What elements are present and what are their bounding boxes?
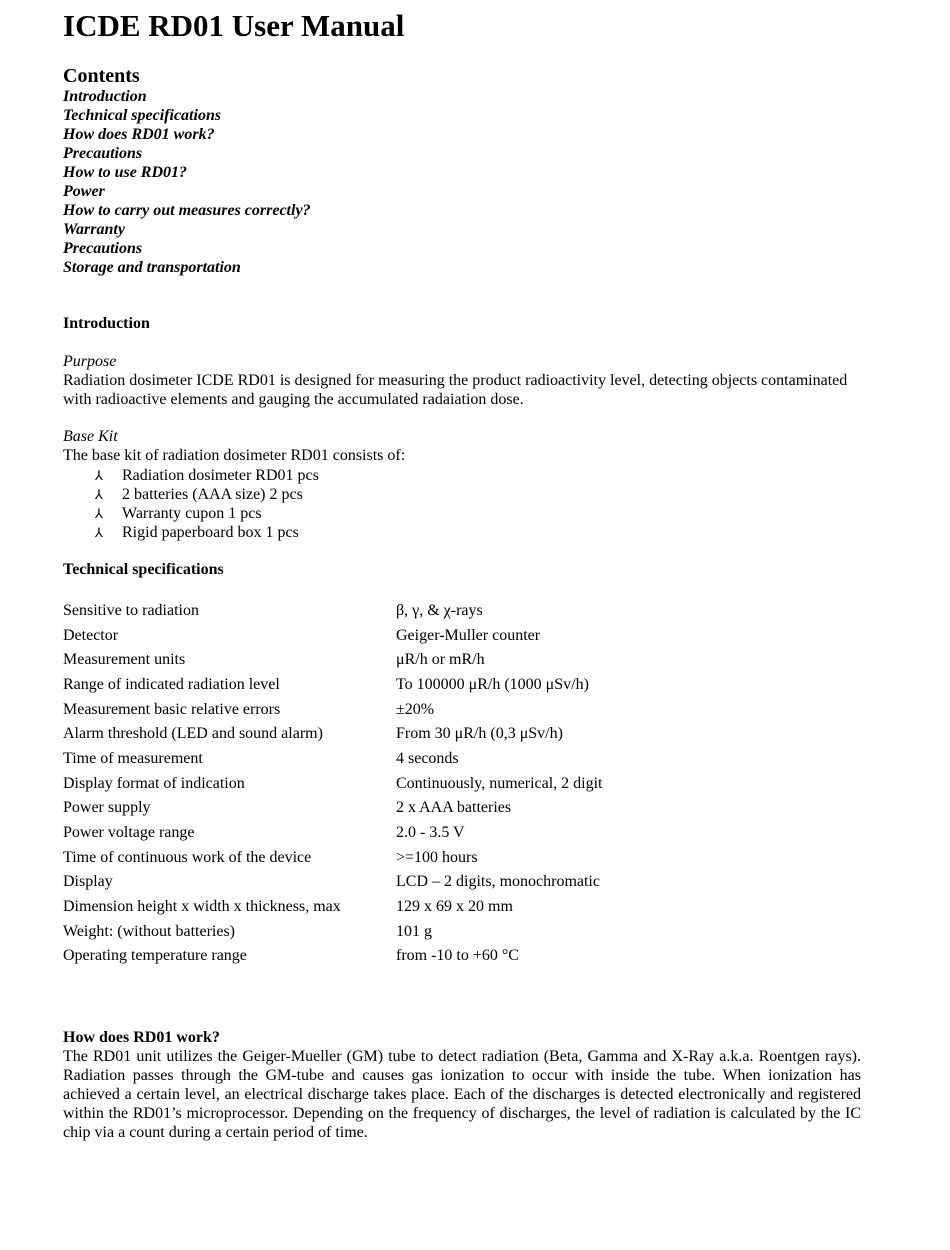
base-kit-heading: Base Kit	[63, 428, 118, 445]
list-item-text: Radiation dosimeter RD01 pcs	[122, 467, 319, 484]
table-row	[63, 796, 603, 821]
toc-item-power[interactable]: Power	[63, 183, 105, 200]
how-it-works-heading: How does RD01 work?	[63, 1029, 220, 1046]
spec-value: 2 x AAA batteries	[396, 799, 512, 817]
spec-value: 101 g	[396, 922, 432, 940]
spec-value: 2.0 - 3.5 V	[396, 824, 465, 842]
spec-value: β, γ, & χ-rays	[396, 601, 483, 619]
list-item-text: Rigid paperboard box 1 pcs	[122, 524, 299, 541]
spec-label: Display	[63, 873, 113, 891]
spec-label: Operating temperature range	[63, 947, 247, 965]
table-row	[63, 771, 603, 796]
how-it-works-text: The RD01 unit utilizes the Geiger-Mueller (GM) tube to detect radiation (Beta, Gamma and X-Ray a.k.a. Roentgen rays). Radiation passes through the GM-tube and causes gas ionization to occur with inside the tube. When ionization has achieved a certain level, an electrical discharge takes place. Each of the discharges is detected electronically and registered within the RD01’s microprocessor. Depending on the frequency of discharges, the level of radiation is calculated by the IC chip via a count during a certain period of time.	[63, 1048, 861, 1141]
toc-item-how-does-rd01-work[interactable]: How does RD01 work?	[63, 126, 215, 143]
toc-item-precautions-2[interactable]: Precautions	[63, 240, 143, 257]
spec-label: Time of measurement	[63, 749, 203, 767]
table-row	[63, 919, 603, 944]
toc-item-how-to-use[interactable]: How to use RD01?	[63, 164, 188, 181]
document-title: ICDE RD01 User Manual	[63, 8, 405, 43]
list-item	[95, 504, 319, 523]
table-row	[63, 944, 603, 969]
spec-value: μR/h or mR/h	[396, 651, 485, 669]
spec-label: Alarm threshold (LED and sound alarm)	[63, 725, 323, 743]
table-row	[63, 894, 603, 919]
toc-item-technical-specifications[interactable]: Technical specifications	[63, 107, 222, 124]
technical-specifications-heading: Technical specifications	[63, 561, 224, 578]
table-row	[63, 721, 603, 746]
contents-heading: Contents	[63, 65, 140, 87]
purpose-text: Radiation dosimeter ICDE RD01 is designed for measuring the product radioactivity level, detecting objects contaminated with radioactive elements and gauging the accumulated radaiation dose.	[63, 372, 848, 408]
table-row	[63, 598, 603, 623]
spec-value: LCD – 2 digits, monochromatic	[396, 873, 600, 891]
table-row	[63, 820, 603, 845]
purpose-heading: Purpose	[63, 353, 117, 370]
table-row	[63, 623, 603, 648]
table-row	[63, 697, 603, 722]
table-row	[63, 672, 603, 697]
table-of-contents	[63, 87, 311, 277]
list-item	[95, 523, 319, 542]
base-kit-list	[95, 466, 319, 542]
list-item-text: 2 batteries (AAA size) 2 pcs	[122, 486, 303, 503]
fleur-bullet-icon: ⅄	[95, 525, 103, 540]
spec-value: Geiger-Muller counter	[396, 626, 541, 644]
specifications-table	[63, 598, 603, 968]
list-item	[95, 485, 319, 504]
table-row	[63, 870, 603, 895]
fleur-bullet-icon: ⅄	[95, 506, 103, 521]
spec-value: from -10 to +60 °C	[396, 947, 519, 965]
table-row	[63, 746, 603, 771]
spec-label: Power supply	[63, 799, 151, 817]
toc-item-introduction[interactable]: Introduction	[63, 88, 147, 105]
spec-label: Time of continuous work of the device	[63, 848, 312, 866]
spec-value: Continuously, numerical, 2 digit	[396, 774, 603, 792]
spec-label: Range of indicated radiation level	[63, 675, 280, 693]
spec-value: To 100000 μR/h (1000 μSv/h)	[396, 675, 589, 693]
spec-label: Weight: (without batteries)	[63, 922, 235, 940]
spec-value: ±20%	[396, 700, 435, 718]
fleur-bullet-icon: ⅄	[95, 468, 103, 483]
toc-item-warranty[interactable]: Warranty	[63, 221, 125, 238]
spec-label: Measurement units	[63, 651, 186, 669]
spec-value: From 30 μR/h (0,3 μSv/h)	[396, 725, 563, 743]
table-row	[63, 845, 603, 870]
spec-label: Measurement basic relative errors	[63, 700, 281, 718]
toc-item-precautions[interactable]: Precautions	[63, 145, 143, 162]
spec-label: Power voltage range	[63, 824, 195, 842]
list-item	[95, 466, 319, 485]
spec-label: Detector	[63, 626, 119, 644]
table-row	[63, 647, 603, 672]
spec-value: 129 x 69 x 20 mm	[396, 898, 513, 916]
spec-value: >=100 hours	[396, 848, 478, 866]
spec-value: 4 seconds	[396, 749, 459, 767]
fleur-bullet-icon: ⅄	[95, 487, 103, 502]
toc-item-storage-transportation[interactable]: Storage and transportation	[63, 259, 241, 276]
spec-label: Display format of indication	[63, 774, 245, 792]
introduction-heading: Introduction	[63, 315, 150, 332]
list-item-text: Warranty cupon 1 pcs	[122, 505, 262, 522]
base-kit-intro: The base kit of radiation dosimeter RD01 consists of:	[63, 447, 406, 464]
spec-label: Dimension height x width x thickness, max	[63, 898, 341, 916]
toc-item-how-to-measure[interactable]: How to carry out measures correctly?	[63, 202, 311, 219]
spec-label: Sensitive to radiation	[63, 601, 199, 619]
